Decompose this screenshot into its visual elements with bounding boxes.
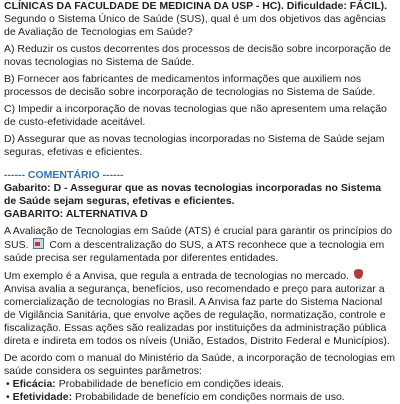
answer-key: Gabarito: D - Assegurar que as novas tecnologias incorporadas no Sistema de Saúde sejam seguras, efetivas e eficientes. (4, 182, 382, 207)
bullet-text: Probabilidade de benefício em condições ideais. (58, 378, 285, 390)
answer-alternative: GABARITO: ALTERNATIVA D (4, 208, 148, 220)
bullet-label: Eficácia: (12, 378, 56, 390)
comment-heading: ------ COMENTÁRIO ------ (4, 169, 124, 181)
comment-paragraph-3: De acordo com o manual do Ministério da Saúde, a incorporação de tecnologias em saúde considera os seguintes parâmetros: (4, 352, 396, 377)
bullet-label: Efetividade: (12, 391, 73, 403)
comment-paragraph-2 (4, 265, 396, 348)
list-item: • Efetividade: Probabilidade de benefício em condições normais de uso. (6, 391, 345, 403)
paragraph-1-part-b: Com a descentralização do SUS, a ATS reconhece que a tecnologia em saúde precisa ser regulamentada por diferentes entidades. (4, 239, 385, 264)
paragraph-2-part-a: Um exemplo é a Anvisa, que regula a entrada de tecnologias no mercado. (4, 270, 349, 282)
question-stem: Segundo o Sistema Único de Saúde (SUS), qual é um dos objetivos das agências de Avaliação de Tecnologias em Saúde? (4, 13, 386, 38)
question-source: CLÍNICAS DA FACULDADE DE MEDICINA DA USP - HC). Dificuldade: FÁCIL). (4, 0, 388, 12)
comment-paragraph-1 (4, 221, 396, 265)
bullet-text: Probabilidade de benefício em condições normais de uso. (75, 391, 345, 403)
paragraph-1-part-a: A Avaliação de Tecnologias em Saúde (ATS) é crucial para garantir os princípios do SUS. (4, 225, 393, 251)
option-a: A) Reduzir os custos decorrentes dos processos de decisão sobre incorporação de novas tecnologias no Sistema de Saúde. (4, 43, 391, 68)
option-b: B) Fornecer aos fabricantes de medicamentos informações que auxiliem nos processos de decisão sobre incorporação de tecnologias no Sistema de Saúde. (4, 73, 376, 98)
list-item: • Eficácia: Probabilidade de benefício em condições ideais. (6, 378, 285, 390)
option-d: D) Assegurar que as novas tecnologias incorporadas no Sistema de Saúde sejam seguras, efetivas e eficientes. (4, 133, 385, 158)
document-icon (33, 238, 44, 249)
paragraph-2-part-b: Anvisa avalia a segurança, benefícios, uso recomendado e preço para autorizar a comercialização de tecnologias no Brasil. A Anvisa faz parte do Sistema Nacional de Vigilância Sanitária, que envolve ações de regulação, normatização, controle e fiscalização. Essas ações são realizadas por instituições da administração pública direta e indireta em todos os níveis (União, Estados, Distrito Federal e Municípios). (4, 283, 390, 347)
option-c: C) Impedir a incorporação de novas tecnologias que não apresentem uma relação de custo-efetividade aceitável. (4, 103, 387, 128)
shield-icon (353, 269, 365, 280)
question-text (4, 0, 396, 39)
